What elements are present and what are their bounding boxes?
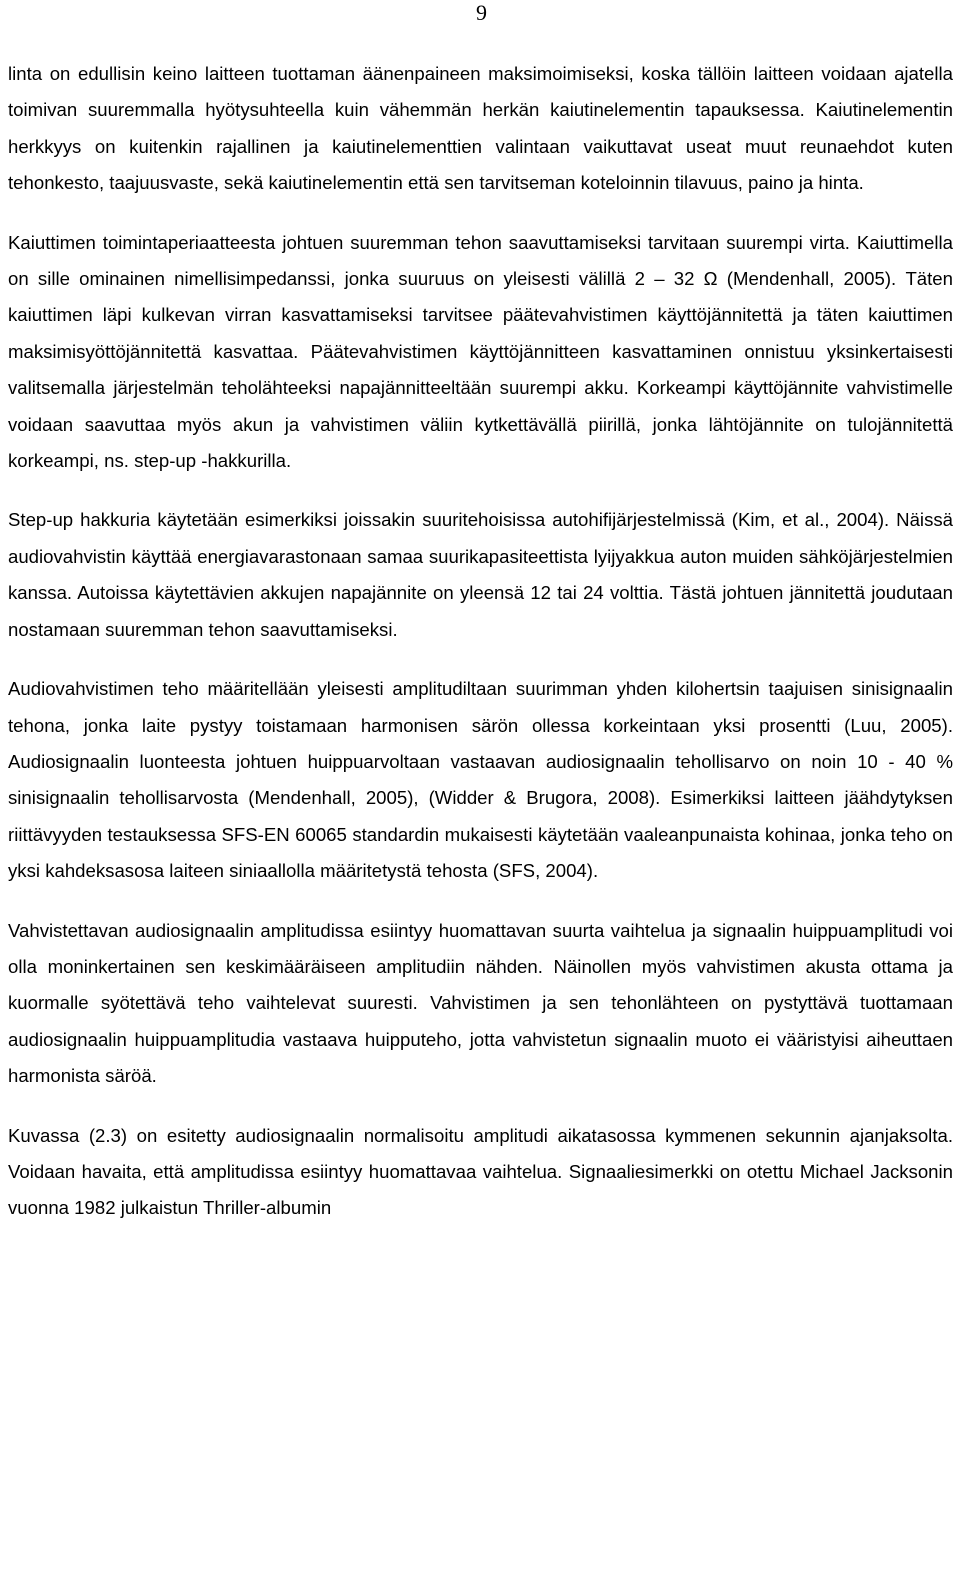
paragraph-6: Kuvassa (2.3) on esitetty audiosignaalin normalisoitu amplitudi aikatasossa kymmenen sekunnin ajanjaksolta. Voidaan havaita, että amplitudissa esiintyy huomattavaa vaihtelua. Signaaliesimerkki on otettu Michael Jacksonin vuonna 1982 julkaistun Thriller-albumin (8, 1124, 953, 1219)
paragraph-5: Vahvistettavan audiosignaalin amplitudissa esiintyy huomattavan suurta vaihtelua ja signaalin huippuamplitudi voi olla moninkertainen sen keskimääräiseen amplitudiin nähden. Näinollen myös vahvistimen akusta ottama ja kuormalle syötettävä teho vaihtelevat suuresti. Vahvistimen ja sen tehonlähteen on pystyttävä tuottamaan audiosignaalin huippuamplitudia vastaava huipputeho, jotta vahvistetun signaalin muoto ei vääristyisi aiheuttaen harmonista säröä. (8, 919, 953, 1087)
page-number: 9 (476, 0, 487, 25)
paragraph-3: Step-up hakkuria käytetään esimerkiksi joissakin suuritehoisissa autohifijärjestelmissä (Kim, et al., 2004). Näissä audiovahvistin käyttää energiavarastonaan samaa suurikapasiteettista lyijyakkua auton muiden sähköjärjestelmien kanssa. Autoissa käytettävien akkujen napajännite on yleensä 12 tai 24 volttia. Tästä johtuen jännitettä joudutaan nostamaan suuremman tehon saavuttamiseksi. (8, 509, 953, 640)
paragraph-1: linta on edullisin keino laitteen tuottaman äänenpaineen maksimoimiseksi, koska tällöin laitteen voidaan ajatella toimivan suuremmalla hyötysuhteella kuin vähemmän herkän kaiutinelementin tapauksessa. Kaiutinelementin herkkyys on kuitenkin rajallinen ja kaiutinelementtien valintaan vaikuttavat useat muut reunaehdot kuten tehonkesto, taajuusvaste, sekä kaiutinelementin että sen tarvitseman koteloinnin tilavuus, paino ja hinta. (8, 63, 953, 194)
paragraph-2: Kaiuttimen toimintaperiaatteesta johtuen suuremman tehon saavuttamiseksi tarvitaan suurempi virta. Kaiuttimella on sille ominainen nimellisimpedanssi, jonka suuruus on yleisesti välillä 2 – 32 Ω (Mendenhall, 2005). Täten kaiuttimen läpi kulkevan virran kasvattamiseksi tarvitsee päätevahvistimen käyttöjännitettä ja täten kaiuttimen maksimisyöttöjännitettä kasvattaa. Päätevahvistimen käyttöjännitteen kasvattaminen onnistuu yksinkertaisesti valitsemalla järjestelmän teholähteeksi napajännitteeltään suurempi akku. Korkeampi käyttöjännite vahvistimelle voidaan saavuttaa myös akun ja vahvistimen väliin kytkettävällä piirillä, jonka lähtöjännite on tulojännitettä korkeampi, ns. step-up -hakkurilla. (8, 231, 953, 472)
paragraph-4: Audiovahvistimen teho määritellään yleisesti amplitudiltaan suurimman yhden kilohertsin taajuisen sinisignaalin tehona, jonka laite pystyy toistamaan harmonisen särön ollessa korkeintaan yksi prosentti (Luu, 2005). Audiosignaalin luonteesta johtuen huippuarvoltaan vastaavan audiosignaalin tehollisarvo on noin 10 - 40 % sinisignaalin tehollisarvosta (Mendenhall, 2005), (Widder & Brugora, 2008). Esimerkiksi laitteen jäähdytyksen riittävyyden testauksessa SFS-EN 60065 standardin mukaisesti käytetään vaaleanpunaista kohinaa, jonka teho on yksi kahdeksasosa laiteen siniaallolla määritetystä tehosta (SFS, 2004). (8, 678, 953, 882)
document-body (8, 56, 953, 1227)
